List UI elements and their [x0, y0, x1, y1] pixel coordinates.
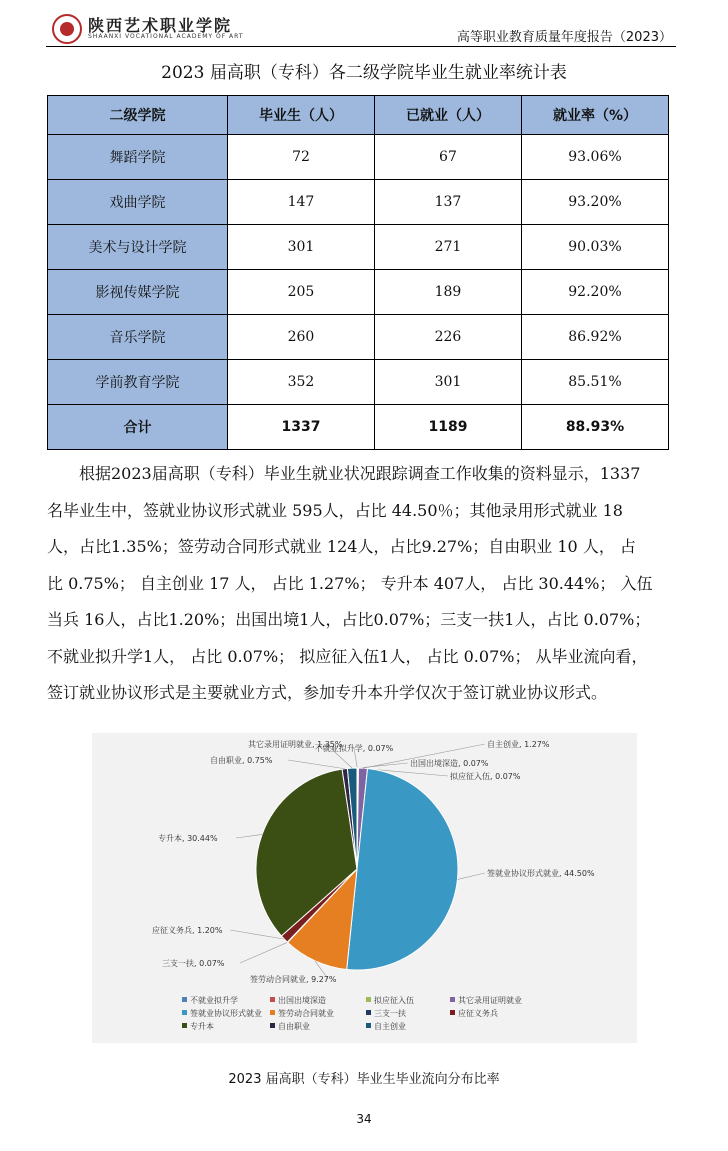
destination-pie-chart: [92, 733, 637, 1043]
cell-rate: 93.06%: [521, 135, 668, 180]
legend-label: 自由职业: [278, 1022, 310, 1031]
legend-swatch: [366, 1010, 371, 1015]
cell-graduates: 301: [228, 225, 375, 270]
legend-label: 应征义务兵: [458, 1009, 498, 1018]
slice-leader-line: [288, 760, 345, 769]
page-number: 34: [356, 1112, 372, 1126]
cell-college: 影视传媒学院: [48, 270, 228, 315]
body-paragraph: [47, 456, 671, 712]
legend-swatch: [366, 997, 371, 1002]
cell-total-graduates: 1337: [228, 405, 375, 450]
cell-total-rate: 88.93%: [521, 405, 668, 450]
slice-label: 其它录用证明就业, 1.35%: [248, 740, 343, 749]
school-name-cn: 陕西艺术职业学院: [88, 16, 233, 35]
legend-label: 三支一扶: [374, 1009, 406, 1018]
school-name-en: SHAANXI VOCATIONAL ACADEMY OF ART: [88, 33, 244, 40]
slice-label: 专升本, 30.44%: [158, 834, 218, 843]
cell-college: 舞蹈学院: [48, 135, 228, 180]
page-header: [46, 12, 676, 47]
table-row: [48, 315, 669, 360]
legend-swatch: [182, 1023, 187, 1028]
cell-college: 音乐学院: [48, 315, 228, 360]
table-header-row: [48, 96, 669, 135]
legend-swatch: [450, 1010, 455, 1015]
legend-swatch: [270, 1023, 275, 1028]
cell-graduates: 147: [228, 180, 375, 225]
paragraph-line: 当兵 16人，占比1.20%；出国出境1人，占比0.07%；三支一扶1人，占比 0.07%；: [47, 610, 651, 629]
cell-college: 学前教育学院: [48, 360, 228, 405]
slice-leader-line: [230, 930, 284, 939]
slice-label: 应征义务兵, 1.20%: [152, 926, 223, 935]
slice-leader-line: [457, 873, 485, 879]
legend-swatch: [270, 997, 275, 1002]
paragraph-line: 签订就业协议形式是主要就业方式，参加专升本升学仅次于签订就业协议形式。: [47, 683, 608, 702]
school-logo-icon: [52, 14, 82, 44]
cell-rate: 85.51%: [521, 360, 668, 405]
cell-graduates: 260: [228, 315, 375, 360]
cell-college: 戏曲学院: [48, 180, 228, 225]
cell-employed: 67: [374, 135, 521, 180]
cell-rate: 86.92%: [521, 315, 668, 360]
legend-label: 出国出境深造: [278, 996, 326, 1005]
cell-total-employed: 1189: [374, 405, 521, 450]
header-graduates: 毕业生（人）: [228, 96, 375, 135]
cell-employed: 301: [374, 360, 521, 405]
paragraph-line: 人，占比1.35%；签劳动合同形式就业 124人，占比9.27%；自由职业 10 人， 占: [47, 537, 636, 556]
legend-swatch: [182, 997, 187, 1002]
legend-label: 拟应征入伍: [374, 996, 414, 1005]
table-row: [48, 180, 669, 225]
legend-label: 其它录用证明就业: [458, 996, 522, 1005]
cell-employed: 137: [374, 180, 521, 225]
paragraph-line: 不就业拟升学1人， 占比 0.07%； 拟应征入伍1人， 占比 0.07%； 从毕业流向看，: [47, 646, 648, 666]
legend-swatch: [450, 997, 455, 1002]
slice-leader-line: [358, 763, 408, 768]
cell-college: 美术与设计学院: [48, 225, 228, 270]
cell-graduates: 352: [228, 360, 375, 405]
cell-total-label: 合计: [48, 405, 228, 450]
table-title: 2023 届高职（专科）各二级学院毕业生就业率统计表: [161, 63, 567, 83]
slice-leader-line: [240, 942, 288, 963]
slice-label: 自由职业, 0.75%: [210, 756, 273, 765]
table-row: [48, 360, 669, 405]
header-rate: 就业率（%）: [521, 96, 668, 135]
cell-employed: 226: [374, 315, 521, 360]
legend-label: 自主创业: [374, 1022, 406, 1031]
legend-swatch: [270, 1010, 275, 1015]
legend-swatch: [182, 1010, 187, 1015]
slice-label: 签劳动合同就业, 9.27%: [250, 975, 337, 984]
cell-graduates: 205: [228, 270, 375, 315]
slice-label: 自主创业, 1.27%: [487, 740, 550, 749]
slice-leader-line: [236, 834, 262, 838]
cell-employed: 271: [374, 225, 521, 270]
table-row: [48, 225, 669, 270]
legend-label: 签劳动合同就业: [278, 1009, 334, 1018]
chart-caption: 2023 届高职（专科）毕业生毕业流向分布比率: [228, 1072, 500, 1087]
legend-swatch: [366, 1023, 371, 1028]
header-college: 二级学院: [48, 96, 228, 135]
cell-rate: 93.20%: [521, 180, 668, 225]
legend-label: 签就业协议形式就业: [190, 1009, 262, 1018]
pie-chart-svg: [92, 733, 637, 1043]
slice-label: 签就业协议形式就业, 44.50%: [487, 869, 595, 878]
table-row: [48, 270, 669, 315]
slice-label: 三支一扶, 0.07%: [162, 959, 225, 968]
slice-label: 出国出境深造, 0.07%: [410, 759, 489, 768]
paragraph-line: 根据2023届高职（专科）毕业生就业状况跟踪调查工作收集的资料显示，1337: [47, 464, 641, 483]
cell-graduates: 72: [228, 135, 375, 180]
slice-label: 不就业拟升学, 0.07%: [314, 744, 394, 753]
cell-employed: 189: [374, 270, 521, 315]
table-total-row: [48, 405, 669, 450]
legend-label: 不就业拟升学: [190, 996, 238, 1005]
cell-rate: 92.20%: [521, 270, 668, 315]
report-title: 高等职业教育质量年度报告（2023）: [456, 30, 672, 45]
cell-rate: 90.03%: [521, 225, 668, 270]
header-employed: 已就业（人）: [374, 96, 521, 135]
paragraph-line: 名毕业生中，签就业协议形式就业 595人，占比 44.50％；其他录用形式就业 18: [47, 500, 623, 520]
table-row: [48, 135, 669, 180]
paragraph-line: 比 0.75%； 自主创业 17 人， 占比 1.27%； 专升本 407人， 占比 30.44%； 入伍: [47, 573, 653, 593]
legend-label: 专升本: [190, 1022, 214, 1031]
slice-label: 拟应征入伍, 0.07%: [450, 772, 521, 781]
employment-rate-table: [47, 95, 669, 450]
